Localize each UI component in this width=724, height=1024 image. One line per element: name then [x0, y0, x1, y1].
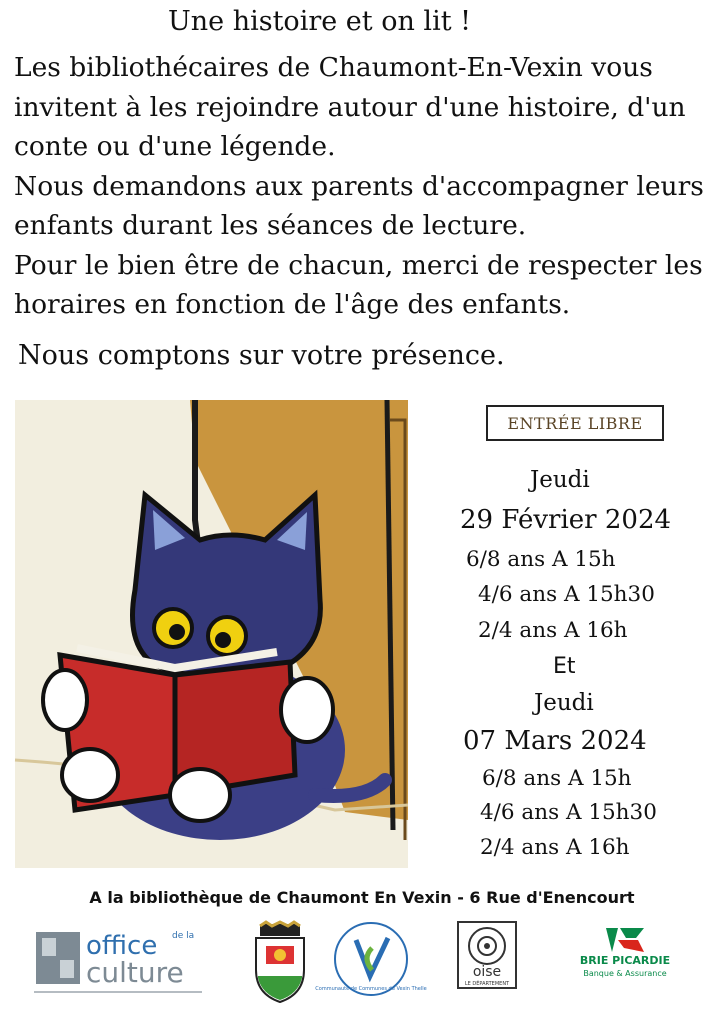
session1-slot-3: 2/4 ans A 16h — [478, 618, 628, 643]
session2-day: Jeudi — [534, 690, 594, 716]
office-word: office — [86, 931, 158, 961]
session2-slot-2: 4/6 ans A 15h30 — [480, 800, 657, 825]
credit-agricole-logo — [560, 918, 690, 984]
intro-paragraph-3: Pour le bien être de chacun, merci de respecter les horaires en fonction de l'âge des enfants. — [14, 249, 703, 320]
oise-icon — [456, 920, 518, 990]
closing-line: Nous comptons sur votre présence. — [18, 340, 505, 371]
brand-tagline: Banque & Assurance — [583, 969, 667, 978]
session2-slot-3: 2/4 ans A 16h — [480, 835, 630, 860]
communaute-text: Communauté de Communes du Vexin Thelle — [315, 986, 427, 992]
coat-of-arms-logo — [252, 922, 308, 1004]
office-culture-logo — [30, 918, 208, 1002]
brand-name: BRIE PICARDIE — [579, 954, 671, 967]
session2-date: 07 Mars 2024 — [463, 726, 647, 756]
intro-paragraph-1: Les bibliothécaires de Chaumont-En-Vexin vous invitent à les rejoindre autour d'une histoire, d'un conte ou d'une légende. — [14, 52, 686, 162]
culture-word: culture — [86, 956, 184, 989]
intro-paragraph-2: Nous demandons aux parents d'accompagner leurs enfants durant les séances de lecture. — [14, 170, 704, 241]
shield-icon — [252, 922, 308, 1004]
free-entry-badge: ENTRÉE LIBRE — [486, 405, 664, 441]
oise-departement-logo — [456, 920, 518, 990]
session2-slot-1: 6/8 ans A 15h — [482, 766, 632, 791]
communaute-communes-logo — [315, 920, 427, 998]
communaute-icon — [315, 920, 427, 998]
office-culture-icon — [30, 918, 208, 1002]
connector-et: Et — [553, 654, 576, 679]
venue-address: A la bibliothèque de Chaumont En Vexin - 6 Rue d'Enencourt — [89, 888, 635, 907]
cat-reading-illustration — [15, 400, 408, 868]
oise-word: oise — [472, 964, 502, 980]
session1-date: 29 Février 2024 — [460, 505, 672, 535]
oise-sub: LE DÉPARTEMENT — [464, 981, 510, 987]
session1-slot-2: 4/6 ans A 15h30 — [478, 582, 655, 607]
session1-slot-1: 6/8 ans A 15h — [466, 547, 616, 572]
de-la-word: de la — [172, 931, 195, 941]
event-title: Une histoire et on lit ! — [168, 6, 471, 37]
session1-day: Jeudi — [530, 467, 590, 493]
credit-agricole-icon — [560, 918, 690, 984]
intro-text — [14, 48, 714, 325]
